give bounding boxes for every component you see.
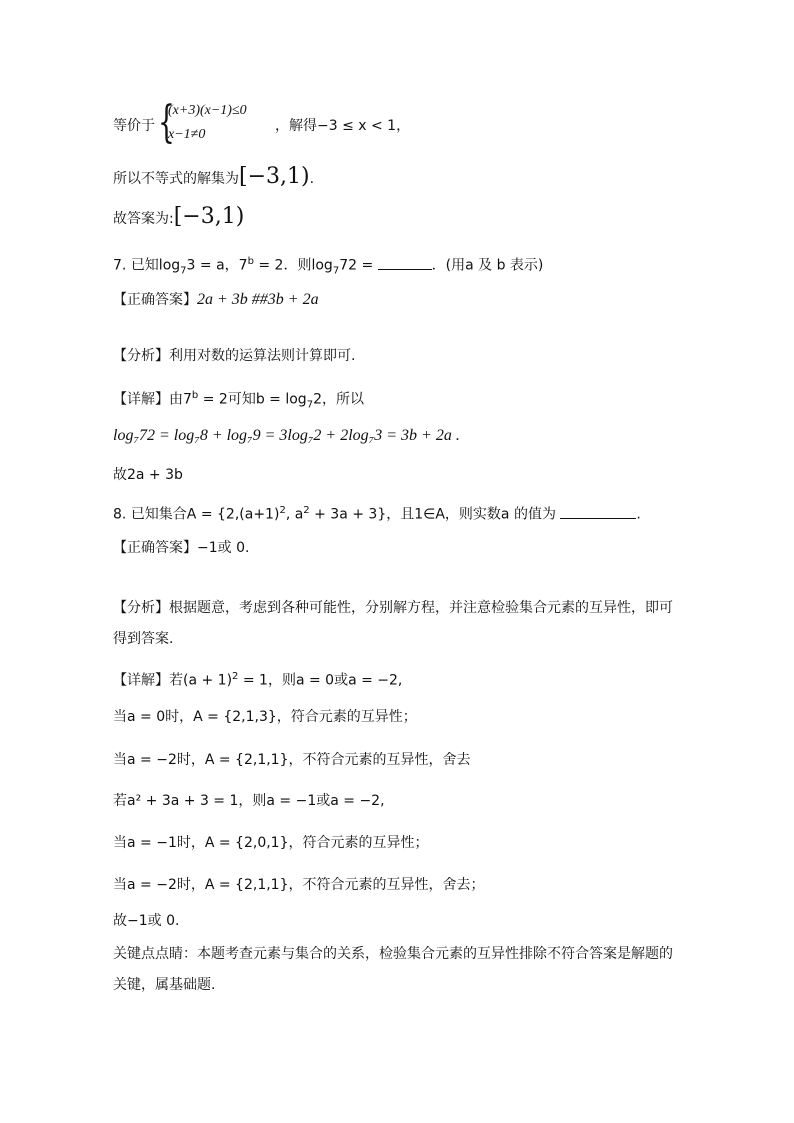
detail-text-3: 2，所以 bbox=[313, 391, 364, 408]
conclusion-line: 故−1或 0. bbox=[113, 913, 180, 929]
case-line: 当a = −2时，A = {2,1,1}，不符合元素的互异性，舍去 bbox=[113, 752, 471, 768]
q7-text-1: 已知log bbox=[130, 257, 181, 274]
answer-math: [−3,1) bbox=[173, 204, 245, 229]
q7-sub-1: 7 bbox=[180, 265, 187, 277]
q7-correct-answer bbox=[113, 290, 319, 310]
correct-answer-label: 【正确答案】 bbox=[113, 540, 197, 556]
analysis-label: 【分析】 bbox=[113, 600, 169, 616]
system-row-1: (x+3)(x−1)≤0 bbox=[168, 103, 247, 118]
system-suffix: ，解得−3 ≤ x < 1， bbox=[275, 118, 411, 134]
detail-sup: 2 bbox=[232, 671, 239, 682]
key-point-line-continued: 关键，属基础题. bbox=[113, 977, 216, 993]
answer-blank bbox=[560, 504, 636, 519]
detail-text-2: = 1，则a = 0或a = −2, bbox=[238, 672, 403, 689]
q7-conclusion bbox=[113, 465, 183, 485]
answer-blank bbox=[378, 255, 432, 270]
detail-text-1: 若(a + 1) bbox=[169, 672, 233, 689]
correct-answer-label: 【正确答案】 bbox=[113, 292, 197, 308]
question-8 bbox=[113, 501, 641, 525]
detail-sub: 7 bbox=[306, 399, 314, 411]
q8-text-2: , a bbox=[285, 506, 304, 523]
answer-line bbox=[113, 204, 245, 229]
case-line: 当a = −2时，A = {2,1,1}，不符合元素的互异性，舍去； bbox=[113, 877, 485, 893]
q7-analysis bbox=[113, 346, 355, 366]
solution-set-math: [−3,1) bbox=[239, 164, 310, 189]
solution-set-line bbox=[113, 164, 315, 189]
q7-sup-1: b bbox=[247, 256, 254, 267]
q8-text-3: + 3a + 3}，且1∈A，则实数a 的值为 bbox=[309, 506, 556, 523]
key-point-line: 关键点点睛：本题考查元素与集合的关系，检验集合元素的互异性排除不符合答案是解题的 bbox=[113, 946, 673, 962]
conclusion-text: 故2a + 3b bbox=[113, 467, 183, 483]
q8-correct-answer bbox=[113, 538, 249, 558]
correct-answer-value: 2a + 3b ##3b + 2a bbox=[197, 291, 319, 308]
analysis-text-2: 得到答案. bbox=[113, 631, 174, 647]
q7-calculation bbox=[113, 426, 460, 446]
detail-text-2: = 2可知b = log bbox=[198, 391, 307, 408]
question-7 bbox=[113, 252, 543, 281]
detail-sup: b bbox=[191, 390, 199, 401]
system-row-2: x−1≠0 bbox=[168, 127, 206, 142]
left-brace-icon: { bbox=[158, 97, 175, 148]
detail-label: 【详解】 bbox=[113, 391, 169, 408]
q7-detail bbox=[113, 386, 364, 415]
case-line: 当a = 0时，A = {2,1,3}，符合元素的互异性； bbox=[113, 709, 417, 725]
q7-text-4: 72 = bbox=[339, 257, 374, 274]
q8-sup-2: 2 bbox=[303, 505, 310, 516]
system-prefix: 等价于 bbox=[113, 118, 155, 134]
q8-detail bbox=[113, 667, 402, 691]
question-number: 7. bbox=[113, 257, 127, 274]
q8-analysis bbox=[113, 598, 673, 618]
q8-end: . bbox=[636, 506, 641, 523]
q7-text-5: ．(用a 及 b 表示) bbox=[431, 257, 544, 274]
detail-text-1: 由7 bbox=[169, 391, 192, 408]
case-line: 若a² + 3a + 3 = 1，则a = −1或a = −2, bbox=[113, 793, 385, 809]
detail-label: 【详解】 bbox=[113, 672, 169, 689]
analysis-label: 【分析】 bbox=[113, 348, 169, 364]
solution-set-end: . bbox=[309, 171, 315, 187]
case-line: 当a = −1时，A = {2,0,1}，符合元素的互异性； bbox=[113, 835, 429, 851]
q7-text-2: 3 = a，7 bbox=[186, 257, 248, 274]
calculation-text: log₇72 = log₇8 + log₇9 = 3log₇2 + 2log₇3 = 3b + 2a . bbox=[113, 427, 460, 444]
question-number: 8. bbox=[113, 506, 127, 523]
q8-text-1: 已知集合A = {2,(a+1) bbox=[130, 506, 280, 523]
inequality-system bbox=[113, 97, 413, 149]
analysis-text-1: 根据题意，考虑到各种可能性，分别解方程，并注意检验集合元素的互异性，即可 bbox=[169, 600, 673, 616]
analysis-text: 利用对数的运算法则计算即可. bbox=[169, 348, 356, 364]
q8-analysis-continued bbox=[113, 629, 173, 649]
q8-sup-1: 2 bbox=[279, 505, 286, 516]
solution-set-text: 所以不等式的解集为 bbox=[113, 171, 239, 187]
answer-text: 故答案为: bbox=[113, 211, 174, 227]
q7-text-3: = 2．则log bbox=[253, 257, 333, 274]
q7-sub-2: 7 bbox=[332, 265, 340, 277]
correct-answer-value: −1或 0. bbox=[197, 540, 250, 556]
